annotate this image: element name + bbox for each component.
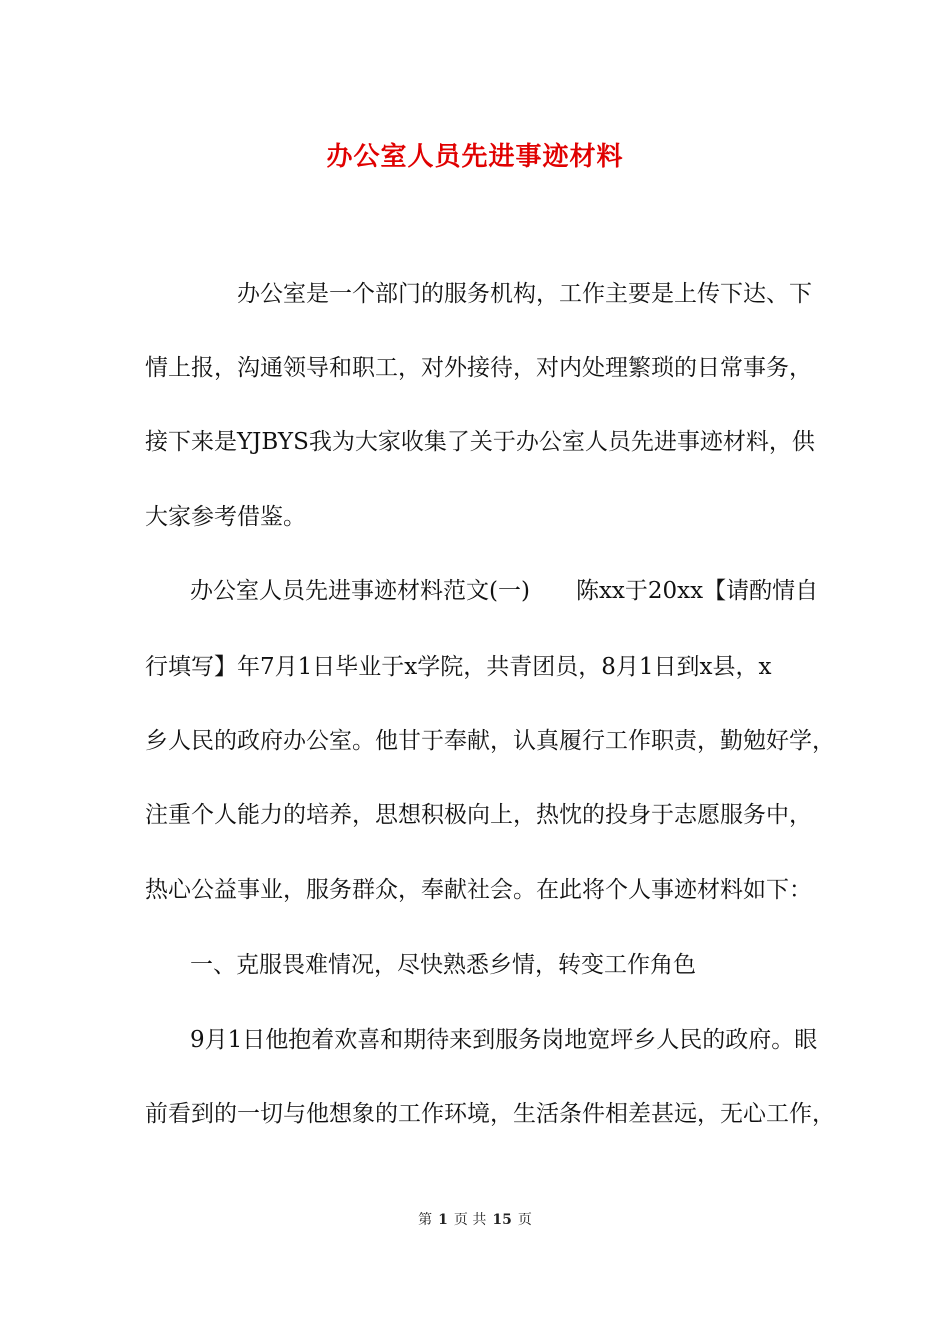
paragraph-line: 乡人民的政府办公室。他甘于奉献，认真履行工作职责，勤勉好学， [145,728,835,754]
page-mid: 页 共 [453,1212,487,1228]
section-heading: 一、克服畏难情况，尽快熟悉乡情，转变工作角色 [190,952,696,978]
page-prefix: 第 [418,1212,433,1228]
paragraph-line: 情上报，沟通领导和职工，对外接待，对内处理繁琐的日常事务， [145,355,812,381]
paragraph-line: 前看到的一切与他想象的工作环境，生活条件相差甚远，无心工作， [145,1101,835,1127]
page-suffix: 页 [517,1212,532,1228]
page-number-footer [0,1209,950,1229]
page-current: 1 [438,1212,448,1228]
paragraph-line: 9月1日他抱着欢喜和期待来到服务岗地宽坪乡人民的政府。眼 [190,1027,818,1053]
document-title: 办公室人员先进事迹材料 [326,142,624,172]
paragraph-line: 大家参考借鉴。 [145,504,306,530]
page-total: 15 [492,1212,512,1228]
paragraph-line: 接下来是YJBYS我为大家收集了关于办公室人员先进事迹材料，供 [145,429,815,455]
paragraph-line: 办公室是一个部门的服务机构，工作主要是上传下达、下 [237,281,812,307]
paragraph-line: 办公室人员先进事迹材料范文(一) 陈xx于20xx【请酌情自 [190,578,819,604]
paragraph-line: 行填写】年7月1日毕业于x学院，共青团员，8月1日到x县，x [145,654,772,680]
paragraph-line: 热心公益事业，服务群众，奉献社会。在此将个人事迹材料如下： [145,877,812,903]
paragraph-line: 注重个人能力的培养，思想积极向上，热忱的投身于志愿服务中， [145,802,812,828]
